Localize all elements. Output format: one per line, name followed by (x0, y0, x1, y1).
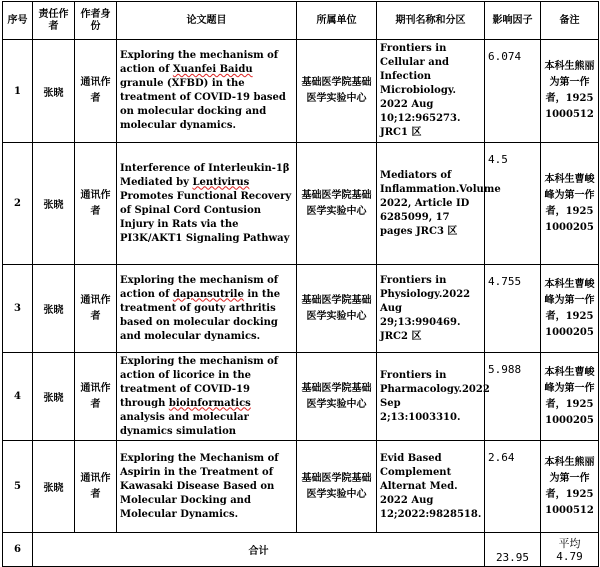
row-unit: 基础医学院基础医学实验中心 (297, 265, 377, 353)
row-author: 张晓 (33, 265, 75, 353)
row-title (117, 441, 297, 533)
title-part-underlined: Lentivirus (192, 176, 250, 188)
row-num: 2 (3, 143, 33, 265)
row-note: 本科生曹峻峰为第一作者，19251000205 (541, 265, 599, 353)
total-row (3, 533, 599, 567)
row-journal: Frontiers in Physiology.2022 Aug 29;13:990469. JRC2 区 (377, 265, 485, 353)
row-author: 张晓 (33, 441, 75, 533)
title-part-underlined: dapansutrile (172, 288, 244, 300)
row-impact: 4.755 (485, 265, 541, 353)
header-num: 序号 (3, 2, 33, 40)
table-row (3, 441, 599, 533)
row-note: 本科生曹峻峰为第一作者，19251000205 (541, 353, 599, 441)
row-author: 张晓 (33, 143, 75, 265)
total-average (541, 533, 599, 567)
header-impact: 影响因子 (485, 2, 541, 40)
title-part-underlined: Xuanfei Baidu (172, 64, 253, 75)
table-row (3, 143, 599, 265)
total-label: 合计 (33, 533, 485, 567)
row-note: 本科生曹峻峰为第一作者，19251000205 (541, 143, 599, 265)
table-row (3, 265, 599, 353)
average-value: 4.79 (556, 549, 583, 563)
row-note: 本科生熊丽为第一作者，19251000512 (541, 441, 599, 533)
row-impact: 4.5 (485, 143, 541, 265)
title-part-a: Exploring the mechanism of action of (120, 50, 279, 75)
title-part-underlined: bioinformatics (168, 397, 251, 409)
row-author: 张晓 (33, 40, 75, 143)
row-unit: 基础医学院基础医学实验中心 (297, 353, 377, 441)
title-part-a: Exploring the mechanism of action of (120, 274, 279, 300)
title-part-a: Exploring the mechanism of action of licorice in the treatment of COVID-19 through (120, 355, 279, 409)
row-num: 4 (3, 353, 33, 441)
row-num: 5 (3, 441, 33, 533)
row-title (117, 265, 297, 353)
row-title (117, 143, 297, 265)
row-author: 张晓 (33, 353, 75, 441)
total-impact: 23.95 (485, 533, 541, 567)
table-row (3, 353, 599, 441)
row-role: 通讯作者 (75, 40, 117, 143)
header-title: 论文题目 (117, 2, 297, 40)
title-part-b: granule (XFBD) in the treatment of COVID-19 based on molecular docking and molecular dynamics. (120, 78, 286, 131)
row-note: 本科生熊丽为第一作者，19251000512 (541, 40, 599, 143)
header-author: 责任作者 (33, 2, 75, 40)
row-num: 3 (3, 265, 33, 353)
title-part-a: Interference of Interleukin-1β Mediated by (120, 162, 290, 188)
row-role: 通讯作者 (75, 265, 117, 353)
row-impact: 5.988 (485, 353, 541, 441)
row-role: 通讯作者 (75, 143, 117, 265)
title-part-b: Promotes Functional Recovery of Spinal Cord Contusion Injury in Rats via the PI3K/AKT1 Signaling Pathway (120, 190, 292, 244)
total-num: 6 (3, 533, 33, 567)
row-role: 通讯作者 (75, 353, 117, 441)
title-part-a: Exploring the Mechanism of Aspirin in the Treatment of Kawasaki Disease Based on Molecular Docking and Molecular Dynamics. (120, 452, 279, 520)
row-unit: 基础医学院基础医学实验中心 (297, 441, 377, 533)
row-title (117, 40, 297, 143)
row-num: 1 (3, 40, 33, 143)
header-journal: 期刊名称和分区 (377, 2, 485, 40)
row-journal: Evid Based Complement Alternat Med. 2022 Aug 12;2022:9828518. (377, 441, 485, 533)
row-unit: 基础医学院基础医学实验中心 (297, 143, 377, 265)
row-journal: Frontiers in Pharmacology.2022 Sep 2;13:1003310. (377, 353, 485, 441)
title-part-b: analysis and molecular dynamics simulation (120, 411, 249, 437)
row-title (117, 353, 297, 441)
row-impact: 2.64 (485, 441, 541, 533)
header-note: 备注 (541, 2, 599, 40)
row-journal: Mediators of Inflammation.Volume 2022, Article ID 6285099, 17 pages JRC3 区 (377, 143, 485, 265)
header-unit: 所属单位 (297, 2, 377, 40)
row-unit: 基础医学院基础医学实验中心 (297, 40, 377, 143)
average-label: 平均 (558, 536, 581, 550)
row-role: 通讯作者 (75, 441, 117, 533)
row-impact: 6.074 (485, 40, 541, 143)
table-row (3, 40, 599, 143)
title-part-b: in the treatment of gouty arthritis based on molecular docking and molecular dynamics. (120, 288, 281, 342)
header-row (3, 2, 599, 40)
paper-list-table (2, 1, 599, 567)
header-role: 作者身份 (75, 2, 117, 40)
row-journal: Frontiers in Cellular and Infection Microbiology. 2022 Aug 10;12:965273. JRC1 区 (377, 40, 485, 143)
